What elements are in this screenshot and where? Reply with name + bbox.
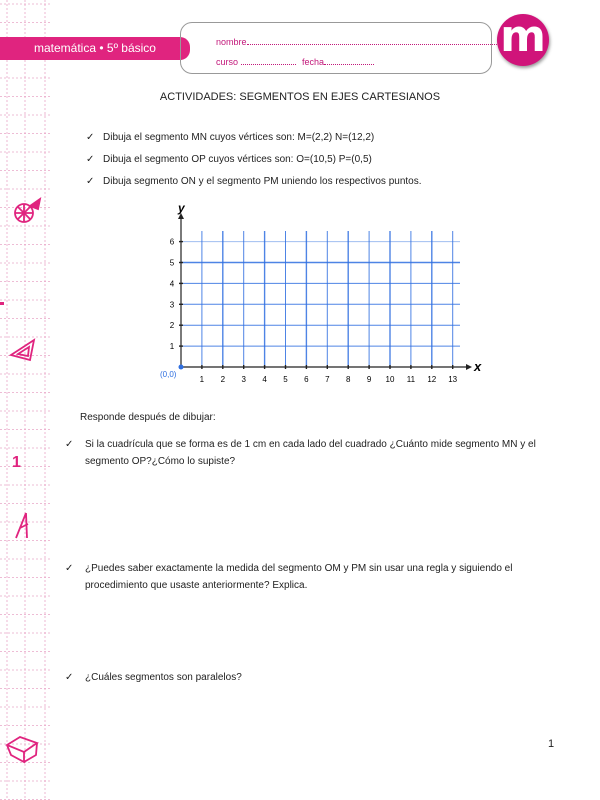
x-tick-label: 12 xyxy=(427,375,437,384)
x-tick-label: 9 xyxy=(366,375,372,384)
number-one-icon: 1 xyxy=(12,454,21,471)
x-tick-label: 1 xyxy=(199,375,205,384)
y-tick-label: 3 xyxy=(169,300,175,310)
question-text: ¿Cuáles segmentos son paralelos? xyxy=(85,672,242,683)
x-tick-label: 2 xyxy=(220,375,226,384)
logo: m xyxy=(497,14,549,66)
y-tick-label: 6 xyxy=(169,237,175,247)
y-tick-label: 1 xyxy=(169,342,175,352)
y-tick-label: 5 xyxy=(169,258,175,268)
y-tick-label: 4 xyxy=(169,279,175,289)
check-icon: ✓ xyxy=(65,672,74,683)
question-item xyxy=(65,669,555,686)
origin-point xyxy=(179,365,184,370)
respond-heading: Responde después de dibujar: xyxy=(80,412,216,423)
x-axis-label: x xyxy=(474,359,482,374)
name-label: nombre xyxy=(216,37,247,47)
question-text: Si la cuadrícula que se forma es de 1 cm en cada lado del cuadrado ¿Cuánto mide segmento MN y el segmento OP?¿Cómo lo supiste? xyxy=(85,439,536,467)
x-tick-label: 6 xyxy=(304,375,309,384)
x-tick-label: 4 xyxy=(262,375,267,384)
origin-label: (0,0) xyxy=(160,370,177,379)
date-label: fecha xyxy=(302,57,325,67)
check-icon: ✓ xyxy=(86,176,95,187)
question-text: ¿Puedes saber exactamente la medida del segmento OM y PM sin usar una regla y siguiendo el procedimiento que usaste anteriormente? Explica. xyxy=(85,563,513,591)
y-axis-label: y xyxy=(178,201,185,215)
x-tick-label: 8 xyxy=(345,375,351,384)
subject-label: matemática • 5º básico xyxy=(34,41,156,55)
page-number: 1 xyxy=(548,738,555,750)
check-icon: ✓ xyxy=(65,439,74,450)
check-icon: ✓ xyxy=(65,563,74,574)
box-net-icon xyxy=(7,737,37,762)
instruction-text: Dibuja el segmento MN cuyos vértices son: M=(2,2) N=(12,2) xyxy=(103,132,375,143)
check-icon: ✓ xyxy=(86,154,95,165)
x-tick-label: 7 xyxy=(325,375,330,384)
x-axis-arrow-icon xyxy=(466,364,472,370)
question-item xyxy=(65,560,555,594)
y-tick-label: 2 xyxy=(169,321,175,331)
instruction-text: Dibuja segmento ON y el segmento PM uniendo los respectivos puntos. xyxy=(103,176,422,187)
question-item xyxy=(65,436,555,470)
course-label: curso xyxy=(216,57,239,67)
x-tick-label: 3 xyxy=(241,375,246,384)
x-tick-label: 11 xyxy=(406,375,416,384)
check-icon: ✓ xyxy=(86,132,95,143)
x-tick-label: 5 xyxy=(283,375,288,384)
x-tick-label: 10 xyxy=(385,375,395,384)
x-tick-label: 13 xyxy=(448,375,458,384)
page-title: ACTIVIDADES: SEGMENTOS EN EJES CARTESIANOS xyxy=(159,91,441,103)
compass-icon xyxy=(16,513,28,538)
instruction-text: Dibuja el segmento OP cuyos vértices son: O=(10,5) P=(0,5) xyxy=(103,154,372,165)
